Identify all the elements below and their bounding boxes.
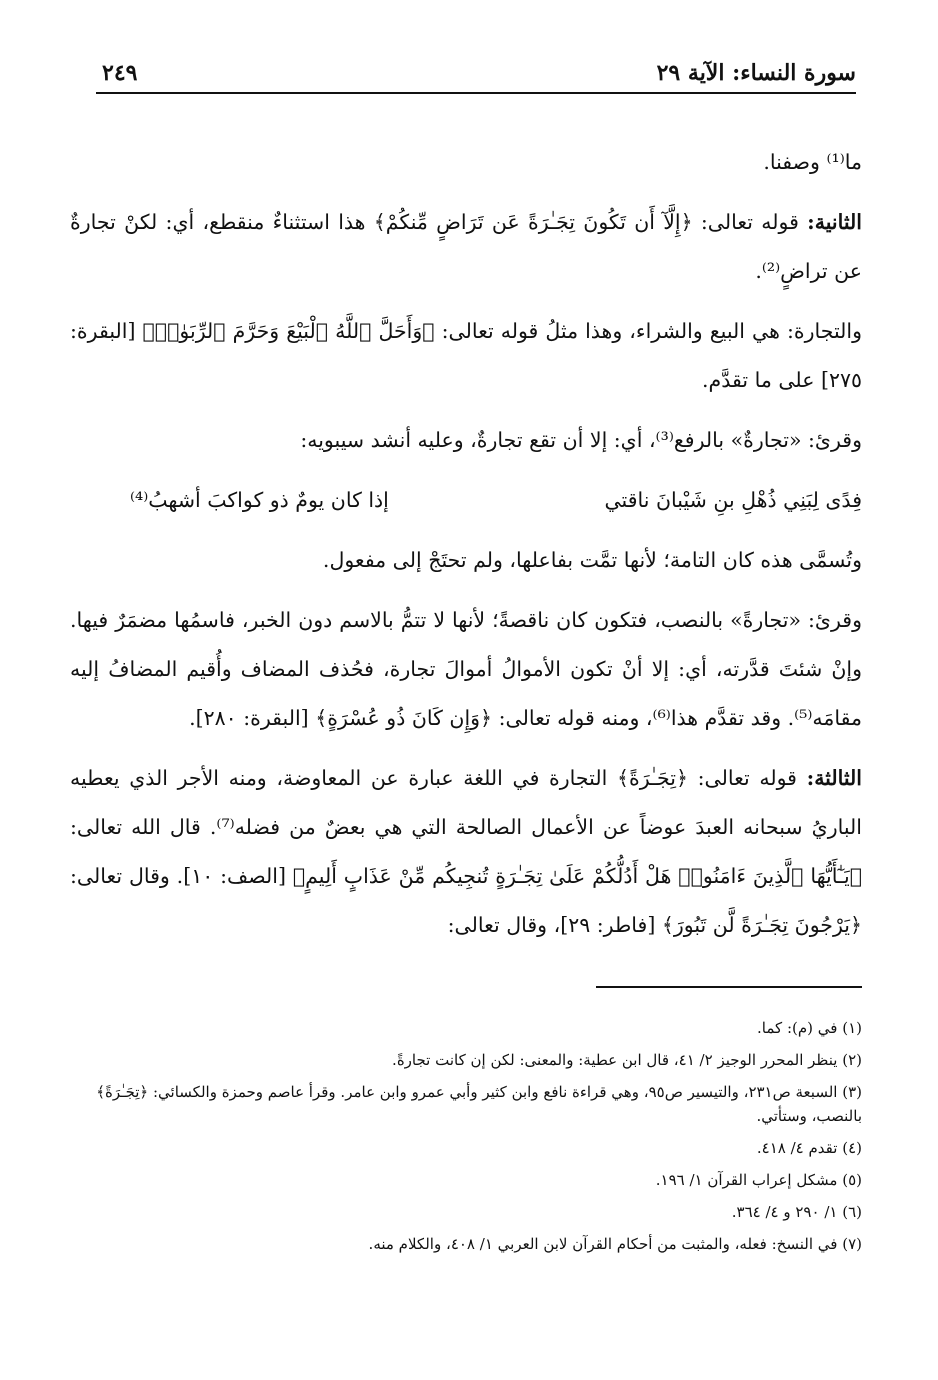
footnote-number: (٦) xyxy=(842,1203,862,1221)
paragraph xyxy=(70,138,862,187)
paragraph-text: وقرئ: «تجارةً» بالنصب، فتكون كان ناقصةً؛ لأنها لا تتمُّ بالاسم دون الخبر، فاسمُها مضمَرٌ فيها. وإنْ شئتَ قدَّرته، أي: إلا أنْ تكون الأموالُ أموالَ تجارة، فحُذف المضاف وأُقيم المضافُ إليه مقامَه⁽⁵⁾. وقد تقدَّم هذا⁽⁶⁾، ومنه قوله تعالى: ﴿وَإِن كَانَ ذُو عُسْرَةٍ﴾ [البقرة: ٢٨٠]. xyxy=(70,608,862,730)
footnote xyxy=(76,1136,862,1160)
paragraph xyxy=(70,536,862,585)
verse-first-hemistich: فِدًى لِبَنِي ذُهْلِ بنِ شَيْبانَ ناقتي xyxy=(604,488,862,512)
paragraph xyxy=(70,198,862,296)
paragraph-text: قوله تعالى: ﴿تِجَـٰرَةً﴾ التجارة في اللغة عبارة عن المعاوضة، ومنه الأجر الذي يعطيه الباريُ سبحانه العبدَ عوضاً عن الأعمال الصالحة التي هي بعضٌ من فضله⁽⁷⁾. قال الله تعالى: ﴿يَـٰٓأَيُّهَا ٱلَّذِينَ ءَامَنُوا۟ هَلْ أَدُلُّكُمْ عَلَىٰ تِجَـٰرَةٍ تُنجِيكُم مِّنْ عَذَابٍ أَلِيمٍ﴾ [الصف: ١٠]. وقال تعالى: ﴿يَرْجُونَ تِجَـٰرَةً لَّن تَبُورَ﴾ [فاطر: ٢٩]، وقال تعالى: xyxy=(70,766,862,937)
footnote-number: (٣) xyxy=(842,1083,862,1101)
footnote-text: تقدم ٤/ ٤١٨. xyxy=(756,1139,838,1157)
paragraph-text: وتُسمَّى هذه كان التامة؛ لأنها تمَّت بفاعلها، ولم تحتَجْ إلى مفعول. xyxy=(322,548,862,572)
main-text xyxy=(70,138,862,961)
footnote-separator xyxy=(596,986,862,988)
footnote-number: (٤) xyxy=(842,1139,862,1157)
footnote-text: ينظر المحرر الوجيز ٢/ ٤١، قال ابن عطية: والمعنى: لكن إن كانت تجارةً. xyxy=(392,1051,838,1069)
page-header xyxy=(96,58,856,94)
footnote xyxy=(76,1200,862,1224)
footnote xyxy=(76,1232,862,1256)
verse-second-hemistich: إذا كان يومٌ ذو كواكبَ أشهبُ⁽⁴⁾ xyxy=(130,488,389,512)
paragraph-text: والتجارة: هي البيع والشراء، وهذا مثلُ قوله تعالى: ﴿وَأَحَلَّ ٱللَّهُ ٱلْبَيْعَ وَحَرَّمَ ٱلرِّبَوٰا۟﴾ [البقرة: ٢٧٥] على ما تقدَّم. xyxy=(70,319,862,392)
paragraph xyxy=(70,596,862,743)
header-rule xyxy=(96,92,856,94)
footnote xyxy=(76,1016,862,1040)
footnote-text: مشكل إعراب القرآن ١/ ١٩٦. xyxy=(655,1171,838,1189)
footnote xyxy=(76,1048,862,1072)
footnote-number: (١) xyxy=(842,1019,862,1037)
footnote xyxy=(76,1080,862,1128)
footnote-number: (٢) xyxy=(842,1051,862,1069)
footnote-text: السبعة ص٢٣١، والتيسير ص٩٥، وهي قراءة نافع وابن كثير وأبي عمرو وابن عامر. وقرأ عاصم وحمزة والكسائي: ﴿تِجَـٰرَةً﴾ بالنصب، وستأتي. xyxy=(96,1083,862,1125)
paragraph-text: قوله تعالى: ﴿إِلَّآ أَن تَكُونَ تِجَـٰرَةً عَن تَرَاضٍ مِّنكُمْ﴾ هذا استثناءٌ منقطع، أي: لكنْ تجارةٌ عن تراضٍ⁽²⁾. xyxy=(70,210,862,283)
footnote-number: (٥) xyxy=(842,1171,862,1189)
footnote-number: (٧) xyxy=(842,1235,862,1253)
paragraph xyxy=(70,307,862,405)
paragraph xyxy=(70,754,862,950)
paragraph xyxy=(70,416,862,465)
footnotes xyxy=(76,1016,862,1264)
footnote-text: في (م): كما. xyxy=(757,1019,838,1037)
footnote-text: في النسخ: فعله، والمثبت من أحكام القرآن لابن العربي ١/ ٤٠٨، والكلام منه. xyxy=(368,1235,838,1253)
footnote xyxy=(76,1168,862,1192)
paragraph-text: وقرئ: «تجارةٌ» بالرفع⁽³⁾، أي: إلا أن تقع تجارةٌ، وعليه أنشد سيبويه: xyxy=(300,428,862,452)
running-title: سورة النساء: الآية ٢٩ xyxy=(656,60,856,86)
section-label: الثانية: xyxy=(807,210,862,234)
poetry-verse xyxy=(70,476,862,525)
footnote-text: ١/ ٢٩٠ و ٤/ ٣٦٤. xyxy=(731,1203,838,1221)
page-number: ٢٤٩ xyxy=(102,60,138,86)
paragraph-text: ما⁽¹⁾ وصفنا. xyxy=(763,150,862,174)
section-label: الثالثة: xyxy=(806,766,862,790)
